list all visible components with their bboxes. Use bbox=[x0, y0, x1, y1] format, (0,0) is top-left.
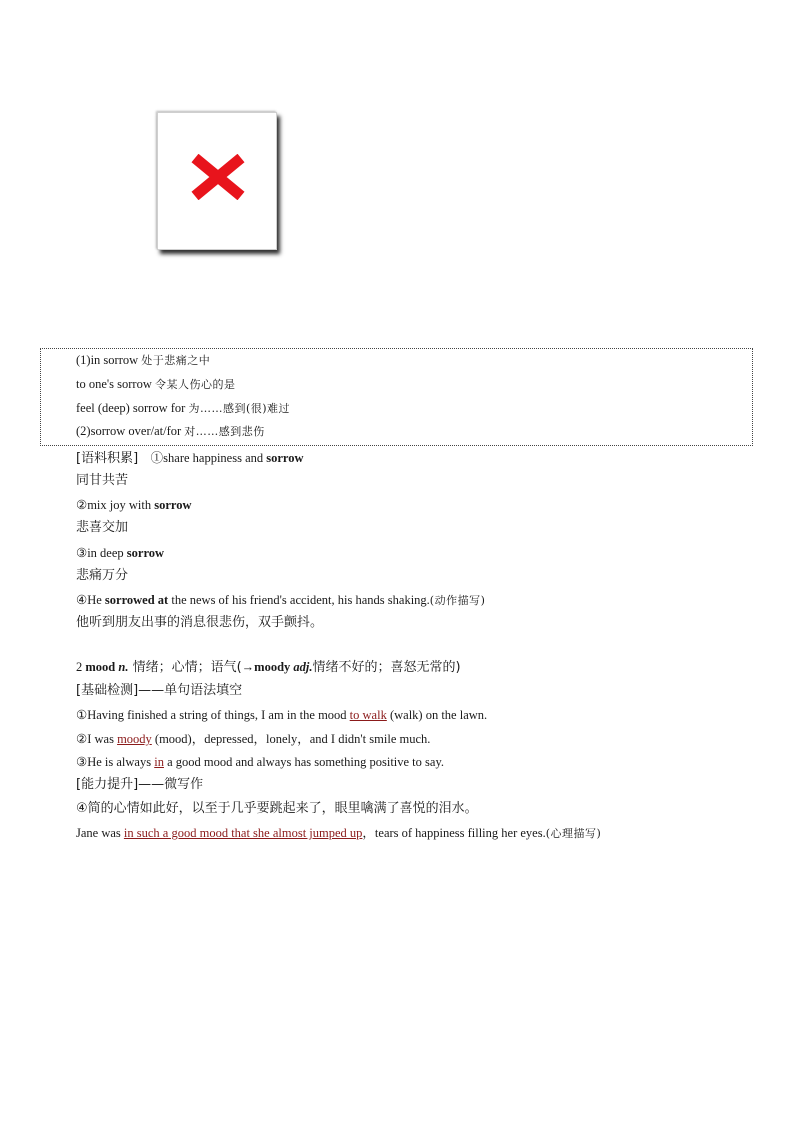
phrase-line-4 bbox=[76, 423, 265, 440]
broken-image-placeholder bbox=[157, 112, 277, 250]
question-text: ，tears of happiness filling her eyes. bbox=[362, 826, 546, 840]
entry-pos-derived: adj. bbox=[290, 660, 313, 674]
accum-cn-3: 悲痛万分 bbox=[76, 568, 129, 583]
accum-text: ②mix joy with bbox=[76, 498, 155, 512]
description-tag: (心理描写) bbox=[545, 827, 602, 840]
phrase-line-3 bbox=[76, 400, 290, 417]
question-1 bbox=[76, 707, 487, 723]
answer: to walk bbox=[349, 708, 387, 722]
accum-keyword: sorrow bbox=[126, 546, 165, 560]
mood-entry bbox=[76, 659, 461, 676]
phrase-box bbox=[40, 348, 753, 446]
entry-meaning-derived: 情绪不好的；喜怒无常的) bbox=[312, 660, 461, 675]
accum-text: ④He bbox=[76, 593, 105, 607]
question-text: a good mood and always has something positive to say. bbox=[163, 755, 445, 769]
phrase-cn: 令某人伤心的是 bbox=[154, 378, 236, 391]
entry-number: 2 bbox=[76, 660, 86, 674]
accum-keyword: sorrow bbox=[266, 451, 304, 465]
entry-word-derived: moody bbox=[254, 660, 291, 674]
accum-text: the news of his friend's accident, his hands shaking. bbox=[168, 593, 430, 607]
phrase-line-2 bbox=[76, 376, 235, 393]
question-text: ①Having finished a string of things, I am in the mood bbox=[76, 708, 350, 722]
phrase-cn: 处于悲痛之中 bbox=[141, 354, 211, 367]
broken-image-icon bbox=[189, 154, 247, 200]
answer: moody bbox=[117, 732, 152, 746]
accum-line-3 bbox=[76, 545, 164, 561]
question-2 bbox=[76, 731, 430, 747]
phrase-en: to one's sorrow bbox=[76, 377, 155, 391]
entry-word: mood bbox=[85, 660, 116, 674]
question-text: ②I was bbox=[76, 732, 118, 746]
answer: in bbox=[154, 755, 164, 769]
accum-text: ①share happiness and bbox=[138, 451, 267, 465]
arrow-icon: → bbox=[241, 660, 255, 674]
accum-text: ③in deep bbox=[76, 546, 127, 560]
answer: in such a good mood that she almost jumped up bbox=[123, 826, 363, 840]
question-text: ③He is always bbox=[76, 755, 155, 769]
accum-keyword: sorrow bbox=[154, 498, 192, 512]
accum-cn-2: 悲喜交加 bbox=[76, 520, 129, 535]
accum-line-1 bbox=[76, 450, 304, 467]
phrase-cn: 对……感到悲伤 bbox=[184, 425, 265, 438]
entry-pos: n. bbox=[115, 660, 129, 674]
accum-keyword: sorrowed at bbox=[104, 593, 169, 607]
description-tag: (动作描写) bbox=[429, 594, 486, 607]
question-text: Jane was bbox=[76, 826, 124, 840]
phrase-line-1 bbox=[76, 352, 210, 369]
accum-cn-4: 他听到朋友出事的消息很悲伤，双手颤抖。 bbox=[76, 615, 324, 630]
entry-meaning: 情绪；心情；语气( bbox=[128, 660, 242, 675]
phrase-en: (2)sorrow over/at/for bbox=[76, 424, 185, 438]
question-text: (walk) on the lawn. bbox=[386, 708, 488, 722]
accum-line-4 bbox=[76, 592, 485, 609]
accum-line-2 bbox=[76, 497, 192, 513]
accum-heading: [语料积累] bbox=[76, 451, 139, 466]
phrase-cn: 为……感到(很)难过 bbox=[188, 402, 291, 415]
phrase-en: feel (deep) sorrow for bbox=[76, 401, 189, 415]
writing-prompt: ④简的心情如此好，以至于几乎要跳起来了，眼里噙满了喜悦的泪水。 bbox=[76, 801, 478, 816]
phrase-en: (1)in sorrow bbox=[76, 353, 142, 367]
question-3 bbox=[76, 754, 444, 770]
accum-cn-1: 同甘共苦 bbox=[76, 473, 129, 488]
check-heading: [基础检测]——单句语法填空 bbox=[76, 683, 243, 698]
writing-answer-line bbox=[76, 825, 601, 842]
question-text: (mood)，depressed，lonely，and I didn't smile much. bbox=[151, 732, 431, 746]
ability-heading: [能力提升]——微写作 bbox=[76, 777, 204, 792]
